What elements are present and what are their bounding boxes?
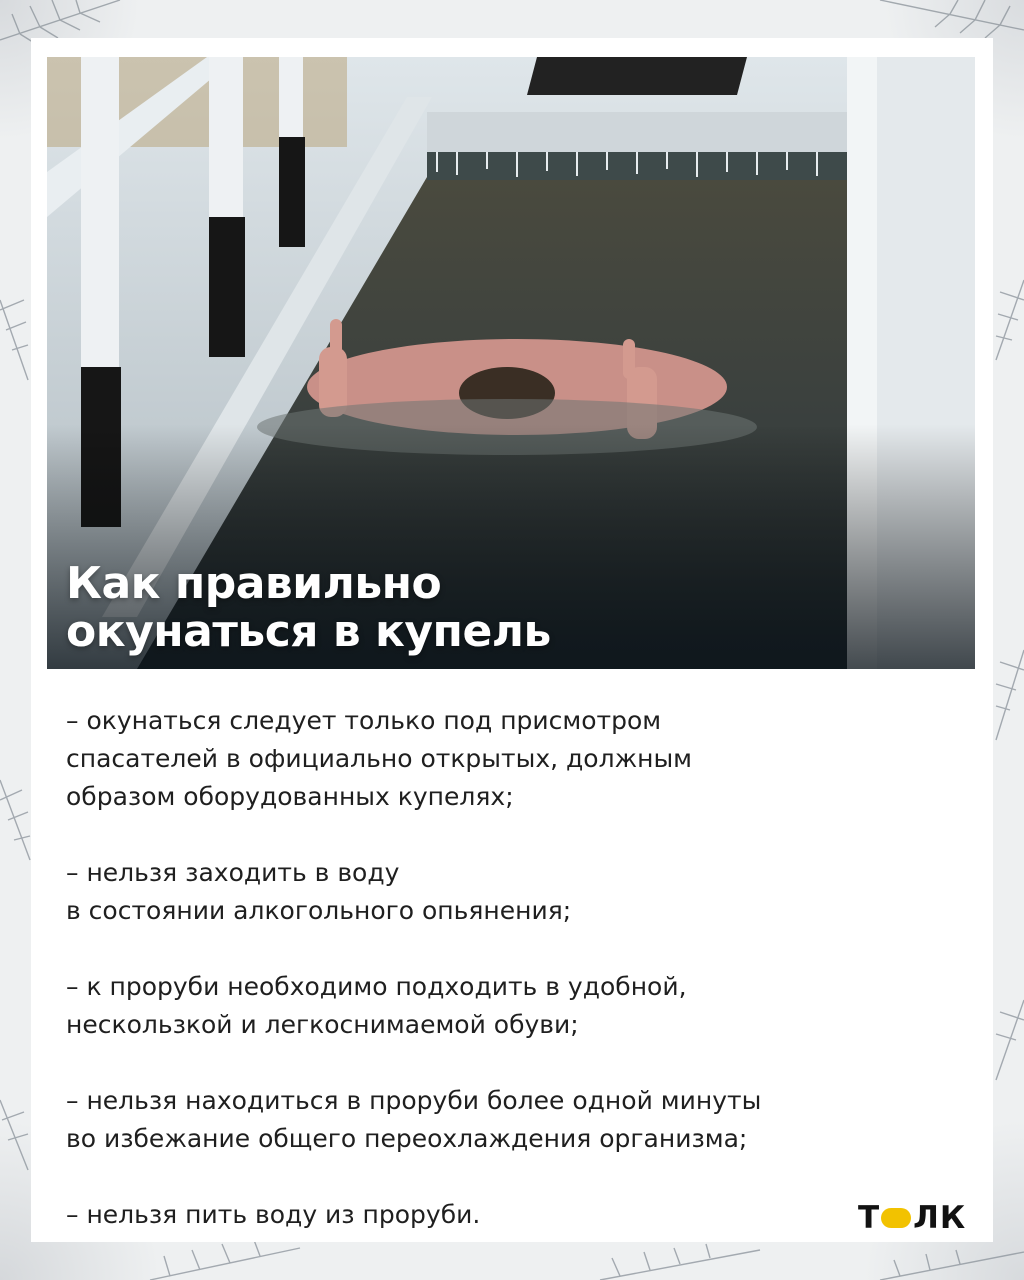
rules-list bbox=[66, 702, 946, 1272]
rule-item bbox=[66, 854, 946, 930]
tolk-logo bbox=[858, 1198, 978, 1238]
rule-line: – нельзя пить воду из проруби. bbox=[66, 1200, 481, 1229]
title-line-1: Как правильно bbox=[66, 558, 442, 609]
rule-item bbox=[66, 702, 946, 816]
rule-item bbox=[66, 1082, 946, 1158]
title-line-2: окунаться в купель bbox=[66, 606, 551, 657]
logo-yellow-o-icon bbox=[881, 1208, 911, 1228]
rule-item bbox=[66, 968, 946, 1044]
rule-line: в состоянии алкогольного опьянения; bbox=[66, 896, 572, 925]
rule-line: – нельзя заходить в воду bbox=[66, 858, 400, 887]
rule-line: образом оборудованных купелях; bbox=[66, 782, 514, 811]
rule-line: спасателей в официально открытых, должным bbox=[66, 744, 693, 773]
rule-line: во избежание общего переохлаждения организма; bbox=[66, 1124, 748, 1153]
rule-line: – к проруби необходимо подходить в удобной, bbox=[66, 972, 687, 1001]
logo-text-left: Т bbox=[858, 1200, 881, 1236]
page-title bbox=[66, 560, 551, 656]
rule-item bbox=[66, 1196, 946, 1234]
rule-line: – окунаться следует только под присмотром bbox=[66, 706, 662, 735]
logo-text-right: ЛК bbox=[913, 1200, 967, 1236]
rule-line: нескользкой и легкоснимаемой обуви; bbox=[66, 1010, 579, 1039]
rule-line: – нельзя находиться в проруби более одной минуты bbox=[66, 1086, 762, 1115]
